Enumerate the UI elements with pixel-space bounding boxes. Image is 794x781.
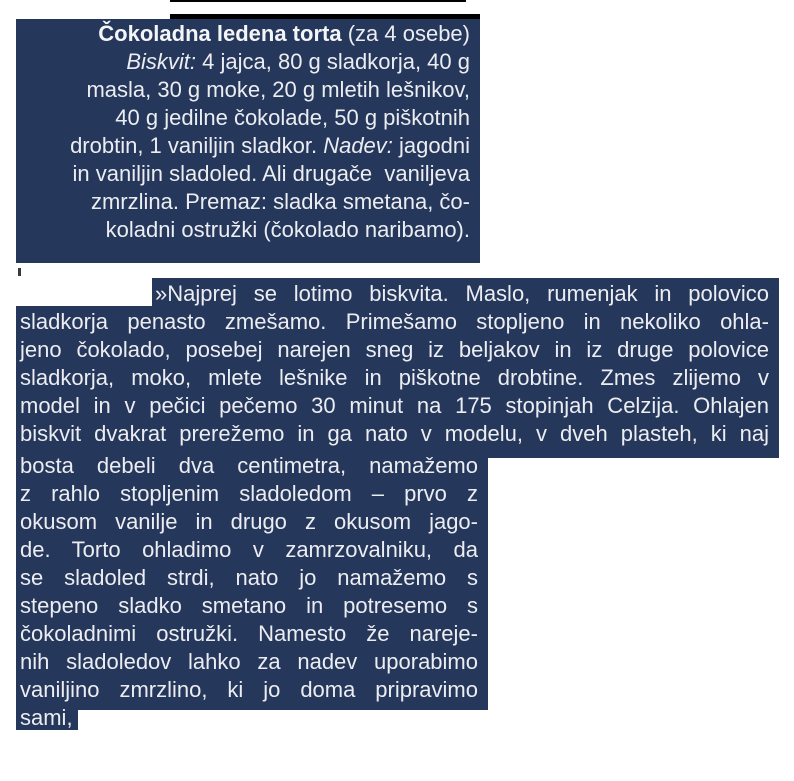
- ingredients-line: [30, 48, 470, 76]
- method-line: jeno čokolado, posebej narejen sneg iz beljakov in iz druge polovice: [20, 337, 769, 362]
- ingredients-line: in vaniljin sladoled. Ali drugače vaniljeva: [72, 161, 470, 186]
- ingredients-line: masla, 30 g moke, 20 g mletih lešnikov,: [86, 77, 470, 102]
- method-line: model in v pečici pečemo 30 minut na 175 stopinjah Celzija. Ohlajen: [20, 393, 769, 418]
- top-edge-bar: [170, 0, 466, 2]
- method-line: se sladoled strdi, nato jo namažemo s: [20, 565, 478, 590]
- ingredients-text: 4 jajca, 80 g sladkorja, 40 g: [196, 49, 470, 74]
- method-line: okusom vanilje in drugo z okusom jago-: [20, 509, 478, 534]
- method-line: stepeno sladko smetano in potresemo s: [20, 593, 478, 618]
- method-line: sami,: [20, 705, 73, 730]
- scan-mark: [18, 268, 21, 276]
- method-line: de. Torto ohladimo v zamrzovalniku, da: [20, 537, 478, 562]
- method-line: sladkorja, moko, mlete lešnike in piškotne drobtine. Zmes zlijemo v: [20, 365, 769, 390]
- method-line: sladkorja penasto zmešamo. Primešamo stopljeno in nekoliko ohla-: [20, 309, 769, 334]
- ingredients-line: [30, 132, 470, 160]
- ingredients-text: drobtin, 1 vaniljin sladkor.: [70, 133, 324, 158]
- ingredients-line: koladni ostružki (čokolado naribamo).: [105, 217, 470, 242]
- recipe-title: Čokoladna ledena torta: [98, 21, 342, 46]
- ingredients-line: 40 g jedilne čokolade, 50 g piškotnih: [115, 105, 470, 130]
- method-line: bosta debeli dva centimetra, namažemo: [20, 453, 478, 478]
- ingredients-text: jagodni: [392, 133, 470, 158]
- method-line: biskvit dvakrat prerežemo in ga nato v modelu, v dveh plasteh, ki naj: [20, 421, 769, 446]
- recipe-servings: (za 4 osebe): [347, 21, 470, 46]
- recipe-title-line: [30, 20, 470, 48]
- biskvit-label: Biskvit:: [126, 49, 197, 74]
- method-line: vaniljino zmrzlino, ki jo doma pripravimo: [20, 677, 478, 702]
- method-line: čokoladnimi ostružki. Namesto že nareje-: [20, 621, 478, 646]
- method-line: »Najprej se lotimo biskvita. Maslo, rumenjak in polovico: [155, 281, 769, 306]
- nadev-label: Nadev:: [323, 133, 393, 158]
- method-line: z rahlo stopljenim sladoledom – prvo z: [20, 481, 478, 506]
- method-line: nih sladoledov lahko za nadev uporabimo: [20, 649, 478, 674]
- ingredients-line: zmrzlina. Premaz: sladka smetana, čo-: [90, 189, 470, 214]
